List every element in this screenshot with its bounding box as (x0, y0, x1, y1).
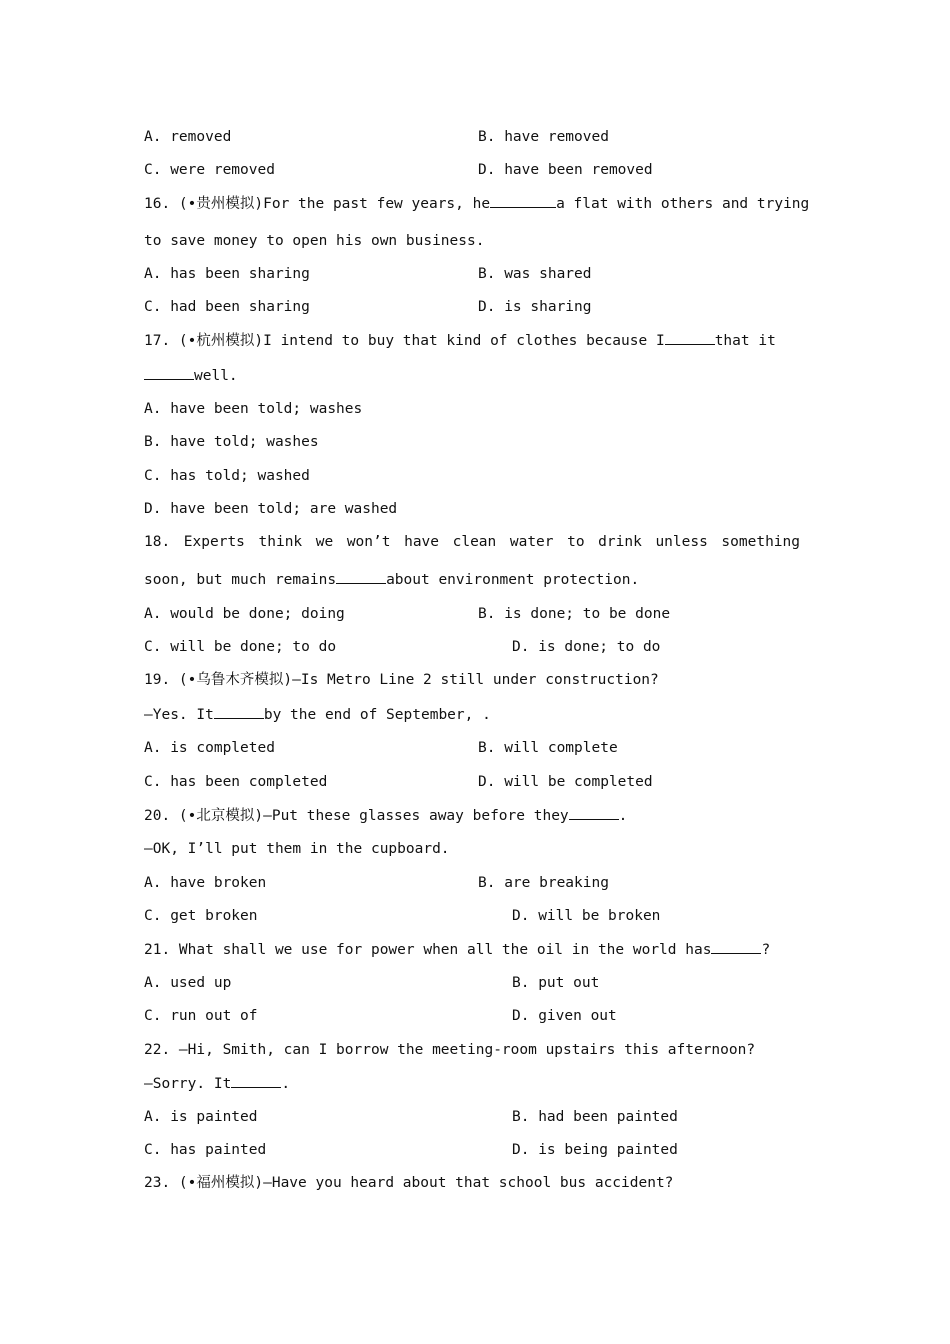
q15-option-b: B. have removed (478, 129, 609, 145)
q21-stem-prefix: 21. What shall we use for power when all the oil in the world has (144, 942, 712, 958)
q21-option-b: B. put out (512, 975, 600, 991)
q20-stem-suffix: . (618, 808, 628, 824)
q18-option-a: A. would be done; doing (144, 606, 345, 622)
q16-blank (490, 194, 556, 208)
q21-option-d: D. given out (512, 1008, 617, 1024)
q18-blank (336, 570, 386, 584)
q20-option-c: C. get broken (144, 908, 258, 924)
q22-reply (144, 1074, 290, 1093)
q17-stem-suffix: that it (714, 333, 776, 349)
q18-option-b: B. is done; to be done (478, 606, 671, 622)
q15-option-c: C. were removed (144, 162, 275, 178)
q16-stem-line2: to save money to open his own business. (144, 233, 485, 249)
q22-option-d: D. is being painted (512, 1142, 678, 1158)
q16-option-d: D. is sharing (478, 299, 592, 315)
q17-blank-1 (665, 331, 715, 345)
q20-stem (144, 806, 627, 825)
q20-option-a: A. have broken (144, 875, 267, 891)
q22-option-a: A. is painted (144, 1109, 258, 1125)
q19-option-b: B. will complete (478, 740, 618, 756)
q20-reply: —OK, I’ll put them in the cupboard. (144, 841, 450, 857)
q16-stem (144, 194, 809, 213)
q19-reply-suffix: by the end of September, . (263, 707, 491, 723)
q16-option-c: C. had been sharing (144, 299, 310, 315)
q18-option-c: C. will be done; to do (144, 639, 337, 655)
q16-option-a: A. has been sharing (144, 266, 310, 282)
q17-option-c: C. has told; washed (144, 468, 310, 484)
q21-option-c: C. run out of (144, 1008, 258, 1024)
q17-stem-line2-text: well. (194, 368, 238, 384)
q17-option-b: B. have told; washes (144, 434, 319, 450)
q19-reply-prefix: —Yes. It (144, 707, 214, 723)
q18-stem-line1: 18. Experts think we won’t have clean water to drink unless something (144, 534, 800, 550)
q19-option-a: A. is completed (144, 740, 275, 756)
q17-option-d: D. have been told; are washed (144, 501, 398, 517)
q15-option-a: A. removed (144, 129, 232, 145)
q22-reply-prefix: —Sorry. It (144, 1076, 232, 1092)
q23-stem: 23. (•福州模拟)—Have you heard about that school bus accident? (144, 1175, 674, 1191)
q18-stem-suffix: about environment protection. (386, 572, 640, 588)
q19-option-c: C. has been completed (144, 774, 328, 790)
q17-stem (144, 331, 776, 350)
q16-option-b: B. was shared (478, 266, 592, 282)
q21-blank (711, 940, 761, 954)
q22-blank (231, 1074, 281, 1088)
q15-option-d: D. have been removed (478, 162, 653, 178)
q20-option-b: B. are breaking (478, 875, 609, 891)
q21-option-a: A. used up (144, 975, 232, 991)
q17-stem-prefix: 17. (•杭州模拟)I intend to buy that kind of clothes because I (144, 333, 665, 349)
q16-stem-prefix: 16. (•贵州模拟)For the past few years, he (144, 196, 491, 212)
q17-stem-line2 (144, 366, 238, 385)
q16-stem-suffix: a flat with others and trying (556, 196, 810, 212)
q18-stem-prefix: soon, but much remains (144, 572, 337, 588)
q18-option-d: D. is done; to do (512, 639, 661, 655)
q20-stem-prefix: 20. (•北京模拟)—Put these glasses away before they (144, 808, 569, 824)
q21-stem-suffix: ? (761, 942, 771, 958)
q22-stem: 22. —Hi, Smith, can I borrow the meeting-room upstairs this afternoon? (144, 1042, 756, 1058)
q19-blank (214, 705, 264, 719)
q19-stem: 19. (•乌鲁木齐模拟)—Is Metro Line 2 still under construction? (144, 672, 659, 688)
q17-blank-2 (144, 366, 194, 380)
q19-reply (144, 705, 491, 724)
q18-stem-line2 (144, 570, 639, 589)
q21-stem (144, 940, 770, 959)
q22-reply-suffix: . (281, 1076, 291, 1092)
q22-option-b: B. had been painted (512, 1109, 678, 1125)
q22-option-c: C. has painted (144, 1142, 267, 1158)
q17-option-a: A. have been told; washes (144, 401, 363, 417)
q20-blank (569, 806, 619, 820)
q20-option-d: D. will be broken (512, 908, 661, 924)
q19-option-d: D. will be completed (478, 774, 653, 790)
